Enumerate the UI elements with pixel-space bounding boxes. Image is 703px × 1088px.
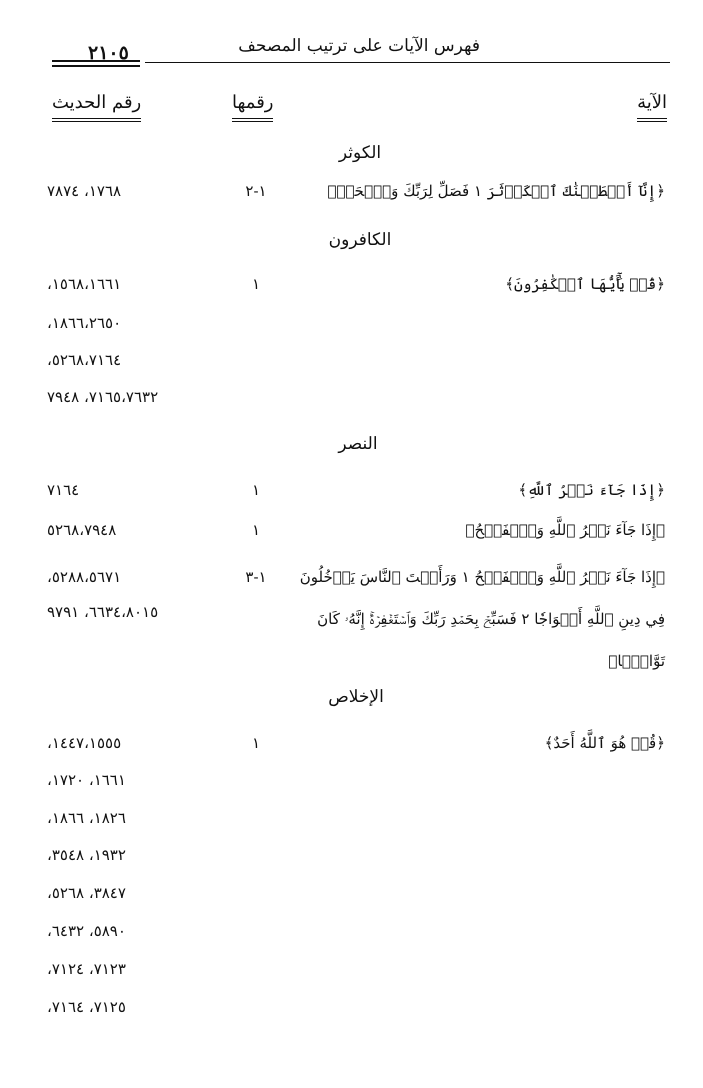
header-rule	[145, 62, 670, 63]
surah-title-ikhlas: الإخلاص	[328, 687, 384, 707]
hadith-refs-ikhlas-line-1: ١٤٤٧،١٥٥٥،	[47, 734, 122, 752]
verse-number-nasr-entry-2: ١	[251, 521, 261, 539]
verse-number-nasr-entry-1: ١	[251, 481, 261, 499]
verse-number-nasr-entry-3: ١-٣	[245, 568, 267, 586]
verse-header-underline-2	[637, 121, 667, 122]
hadith-refs-ikhlas-line-2: ١٦٦١، ١٧٢٠،	[47, 771, 126, 789]
verse-header-underline	[637, 118, 667, 119]
verse-number-kawthar: ١-٢	[245, 182, 267, 200]
column-header-number-label: رقمها	[232, 92, 274, 113]
hadith-refs-ikhlas-line-8: ٧١٢٥، ٧١٦٤،	[47, 998, 126, 1016]
running-header-title: فهرس الآيات على ترتيب المصحف	[238, 36, 480, 56]
hadith-header-underline-2	[52, 121, 141, 122]
number-header-underline	[232, 118, 273, 119]
verse-number-ikhlas: ١	[251, 734, 261, 752]
hadith-refs-ikhlas-line-7: ٧١٢٣، ٧١٢٤،	[47, 960, 126, 978]
column-header-number	[232, 92, 273, 113]
hadith-refs-kawthar: ١٧٦٨، ٧٨٧٤	[47, 182, 122, 200]
page-number-rule-bottom	[52, 65, 140, 67]
verse-number-kafirun: ١	[251, 275, 261, 293]
verse-nasr-entry-2: ﴿إِذَا جَآءَ نَصۡرُ ٱللَّهِ وَٱلۡفَتۡحُ﴾	[465, 521, 665, 539]
verse-ikhlas-1: ﴿قُلۡ هُوَ ٱللَّهُ أَحَدٌ﴾	[544, 734, 665, 752]
hadith-refs-ikhlas-line-5: ٣٨٤٧، ٥٢٦٨،	[47, 884, 126, 902]
hadith-refs-nasr-entry-3-line-1: ٥٢٨٨،٥٦٧١،	[47, 568, 122, 586]
page-number: ٢١٠٥	[88, 42, 129, 64]
hadith-refs-ikhlas-line-3: ١٨٢٦، ١٨٦٦،	[47, 809, 126, 827]
hadith-refs-kafirun-line-2: ١٨٦٦،٢٦٥٠،	[47, 314, 122, 332]
hadith-refs-ikhlas-line-4: ١٩٣٢، ٣٥٤٨،	[47, 846, 126, 864]
verse-kafirun-1: ﴿قُلۡ يَٰٓأَيُّهَا ٱلۡكَٰفِرُونَ﴾	[505, 275, 665, 293]
hadith-refs-kafirun-line-3: ٥٢٦٨،٧١٦٤،	[47, 351, 122, 369]
verse-nasr-entry-3-line-2: فِي دِينِ ٱللَّهِ أَفۡوَاجٗا ٢ فَسَبِّحۡ بِحَمۡدِ رَبِّكَ وَٱسۡتَغۡفِرۡهُۚ إِنَّهُۥ كَانَ	[317, 610, 665, 628]
column-header-hadith	[52, 92, 141, 113]
hadith-refs-nasr-entry-3-line-2: ٦٦٣٤،٨٠١٥، ٩٧٩١	[47, 603, 159, 621]
hadith-refs-kafirun-line-4: ٧١٦٥،٧٦٣٢، ٧٩٤٨	[47, 388, 159, 406]
column-header-verse	[637, 92, 667, 113]
verse-nasr-entry-3-line-1: ﴿إِذَا جَآءَ نَصۡرُ ٱللَّهِ وَٱلۡفَتۡحُ ١ وَرَأَيۡتَ ٱلنَّاسَ يَدۡخُلُونَ	[299, 568, 665, 586]
hadith-refs-nasr-entry-1: ٧١٦٤	[47, 481, 80, 499]
hadith-refs-kafirun-line-1: ١٥٦٨،١٦٦١،	[47, 275, 122, 293]
surah-title-nasr: النصر	[338, 434, 378, 454]
verse-kawthar-1-2: ﴿إِنَّآ أَعۡطَيۡنَٰكَ ٱلۡكَوۡثَرَ ١ فَصَلِّ لِرَبِّكَ وَٱنۡحَرۡ﴾	[327, 182, 665, 200]
page-number-rule-top	[52, 60, 140, 62]
verse-nasr-entry-3-line-3: تَوَّابَۢا﴾	[608, 652, 665, 670]
surah-title-kafirun: الكافرون	[328, 230, 392, 250]
verse-nasr-entry-1: ﴿إِذَا جَآءَ نَصۡرُ ٱللَّهِ﴾	[518, 481, 665, 499]
column-header-verse-label: الآية	[637, 92, 667, 113]
hadith-refs-nasr-entry-2: ٥٢٦٨،٧٩٤٨	[47, 521, 117, 539]
number-header-underline-2	[232, 121, 273, 122]
surah-title-kawthar: الكوثر	[338, 143, 382, 163]
hadith-refs-ikhlas-line-6: ٥٨٩٠، ٦٤٣٢،	[47, 922, 126, 940]
column-header-hadith-label: رقم الحديث	[52, 92, 142, 113]
hadith-header-underline	[52, 118, 141, 119]
